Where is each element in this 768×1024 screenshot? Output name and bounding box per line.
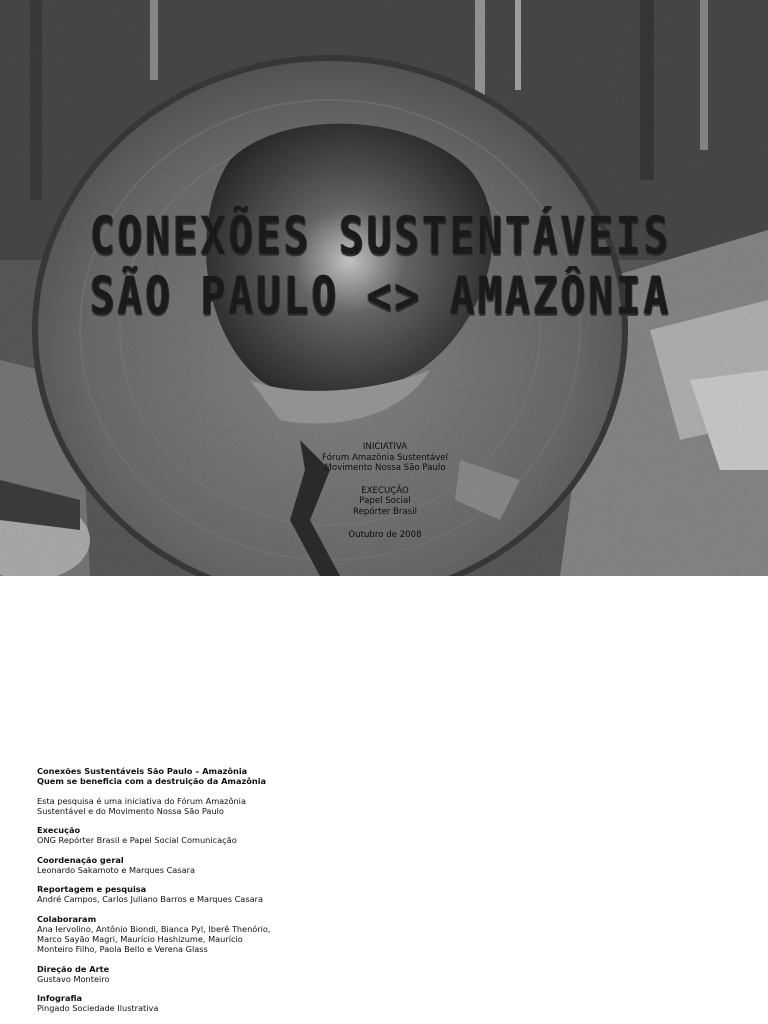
initiative-org-1: Fórum Amazônia Sustentável <box>322 452 448 463</box>
colophon-section-direcao-arte <box>37 964 357 984</box>
colophon-section-coordenacao <box>37 855 357 875</box>
section-heading: Colaboraram <box>37 913 97 924</box>
colophon-title <box>37 766 357 786</box>
colophon-section-infografia <box>37 993 357 1013</box>
execution-org-1: Papel Social <box>359 496 411 507</box>
execution-heading: EXECUÇÃO <box>361 485 409 496</box>
cover-credits <box>270 442 500 540</box>
colophon-intro <box>37 796 357 816</box>
cover-title-line-1: CONEXÕES SUSTENTÁVEIS <box>90 206 672 266</box>
publication-date: Outubro de 2008 <box>348 529 422 540</box>
section-line: André Campos, Carlos Juliano Barros e Marques Casara <box>37 894 263 905</box>
initiative-heading: INICIATIVA <box>362 442 408 452</box>
section-heading: Execução <box>37 825 81 836</box>
section-heading: Reportagem e pesquisa <box>37 884 147 895</box>
execution-org-2: Repórter Brasil <box>353 506 417 517</box>
colophon-intro-line-1: Esta pesquisa é uma iniciativa do Fórum Amazônia <box>37 795 246 806</box>
section-line: ONG Repórter Brasil e Papel Social Comunicação <box>37 835 237 846</box>
colophon-title-line-2: Quem se beneficia com a destruição da Amazônia <box>37 776 267 786</box>
cover-title-line-2: SÃO PAULO <> AMAZÔNIA <box>90 266 672 326</box>
section-heading: Infografia <box>37 993 83 1004</box>
section-line: Pingado Sociedade Ilustrativa <box>37 1003 159 1014</box>
section-line: Monteiro Filho, Paola Bello e Verena Glass <box>37 943 208 954</box>
initiative-org-2: Movimento Nossa São Paulo <box>324 463 446 474</box>
section-line: Gustavo Monteiro <box>37 973 110 984</box>
colophon-title-line-1: Conexões Sustentáveis São Paulo – Amazônia <box>37 766 248 776</box>
colophon-section-execucao <box>37 825 357 845</box>
section-line: Ana Iervolino, Antônio Biondi, Bianca Pyl, Iberê Thenório, <box>37 923 271 934</box>
section-heading: Direção de Arte <box>37 963 110 974</box>
section-line: Marco Sayão Magri, Maurício Hashizume, Maurício <box>37 933 243 944</box>
section-heading: Coordenação geral <box>37 854 124 865</box>
section-line: Leonardo Sakamoto e Marques Casara <box>37 864 195 875</box>
colophon-section-colaboraram <box>37 914 357 954</box>
colophon-intro-line-2: Sustentável e do Movimento Nossa São Paulo <box>37 805 224 816</box>
colophon-section-reportagem <box>37 884 357 904</box>
colophon <box>37 766 357 1023</box>
